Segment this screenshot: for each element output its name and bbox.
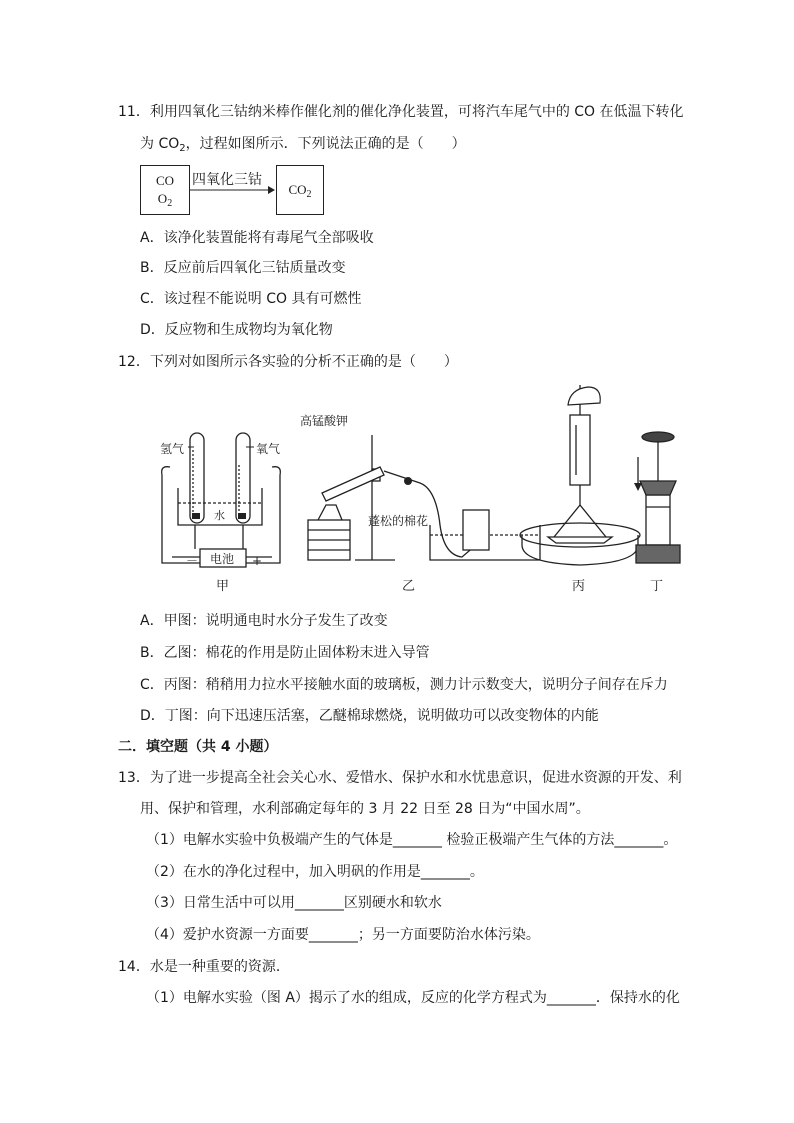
q11-line2-b: ，过程如图所示．下列说法正确的是（ ） xyxy=(185,136,466,152)
q13-item-3: （3）日常生活中可以用_______区别硬水和软水 xyxy=(146,895,442,911)
q12-option-c: C．丙图：稍稍用力拉水平接触水面的玻璃板，测力计示数变大，说明分子间存在斥力 xyxy=(140,677,668,693)
cotton-plug xyxy=(404,477,412,485)
q11-line2-a: 为 CO xyxy=(140,136,180,152)
q11-option-c: C．该过程不能说明 CO 具有可燃性 xyxy=(140,291,362,307)
q11-line2-sub: 2 xyxy=(179,143,186,154)
label-water: 水 xyxy=(214,509,225,522)
label-plus: + xyxy=(252,554,263,568)
q11-line2 xyxy=(140,134,466,159)
label-battery: 电池 xyxy=(210,552,235,566)
label-ding: 丁 xyxy=(650,579,664,594)
q12-option-a: A．甲图：说明通电时水分子发生了改变 xyxy=(140,613,388,629)
q12-option-b: B．乙图：棉花的作用是防止固体粉末进入导管 xyxy=(140,645,430,661)
q11-co2-sub: 2 xyxy=(306,189,312,200)
q11-arrow-icon xyxy=(188,183,276,197)
down-arrow-icon xyxy=(634,483,642,491)
q11-line1: 11．利用四氧化三钴纳米棒作催化剂的催化净化装置，可将汽车尾气中的 CO 在低温下转化 xyxy=(118,104,684,120)
q13-line1: 13．为了进一步提高全社会关心水、爱惜水、保护水和水忧患意识，促进水资源的开发、利 xyxy=(118,770,682,786)
q12-option-d: D．丁图：向下迅速压活塞，乙醚棉球燃烧，说明做功可以改变物体的内能 xyxy=(140,708,599,724)
q13-item-4: （4）爱护水资源一方面要_______；另一方面要防治水体污染。 xyxy=(146,927,540,943)
label-yi: 乙 xyxy=(402,579,416,594)
label-cotton: 蓬松的棉花 xyxy=(368,514,429,528)
label-minus: － xyxy=(186,554,199,568)
kmno4-heating-apparatus xyxy=(308,435,540,560)
q11-reactant-co: CO xyxy=(155,173,175,188)
electrode-right xyxy=(238,513,246,519)
q12-stem: 12．下列对如图所示各实验的分析不正确的是（ ） xyxy=(118,354,458,370)
q13-item-1: （1）电解水实验中负极端产生的气体是_______ 检验正极端产生气体的方法_______。 xyxy=(146,832,678,848)
label-oxygen: 氧气 xyxy=(256,442,281,456)
label-kmno4: 高锰酸钾 xyxy=(300,414,349,428)
fire-syringe-apparatus xyxy=(636,432,680,563)
q11-reactant-o2 xyxy=(141,190,189,213)
q11-option-d: D．反应物和生成物均为氧化物 xyxy=(140,322,333,338)
q11-option-b: B．反应前后四氧化三钴质量改变 xyxy=(140,260,346,276)
q11-o2-main: O xyxy=(157,191,168,206)
q11-reactant-box xyxy=(140,165,190,215)
q12-experiment-figure xyxy=(150,385,690,595)
label-jia: 甲 xyxy=(216,579,230,594)
label-bing: 丙 xyxy=(572,579,586,594)
spring-scale-apparatus xyxy=(520,385,640,565)
q11-arrow-label: 四氧化三钴 xyxy=(192,172,262,188)
q11-product-co2 xyxy=(277,181,323,204)
electrode-left xyxy=(192,513,200,519)
section-title: 二．填空题（共 4 小题） xyxy=(118,739,278,755)
q14-line1: 14．水是一种重要的资源． xyxy=(118,959,290,975)
label-hydrogen: 氢气 xyxy=(160,442,185,456)
q11-option-a: A．该净化装置能将有毒尾气全部吸收 xyxy=(140,230,374,246)
q13-item-2: （2）在水的净化过程中，加入明矾的作用是_______。 xyxy=(146,864,484,880)
q11-o2-sub: 2 xyxy=(167,198,173,209)
q14-line2: （1）电解水实验（图 A）揭示了水的组成，反应的化学方程式为_______．保持水的化 xyxy=(146,990,680,1006)
q11-co2-main: CO xyxy=(288,182,307,197)
q11-product-box xyxy=(276,165,324,215)
hand-icon xyxy=(568,387,600,405)
q13-line2: 用、保护和管理，水利部确定每年的 3 月 22 日至 28 日为“中国水周”。 xyxy=(140,801,590,817)
